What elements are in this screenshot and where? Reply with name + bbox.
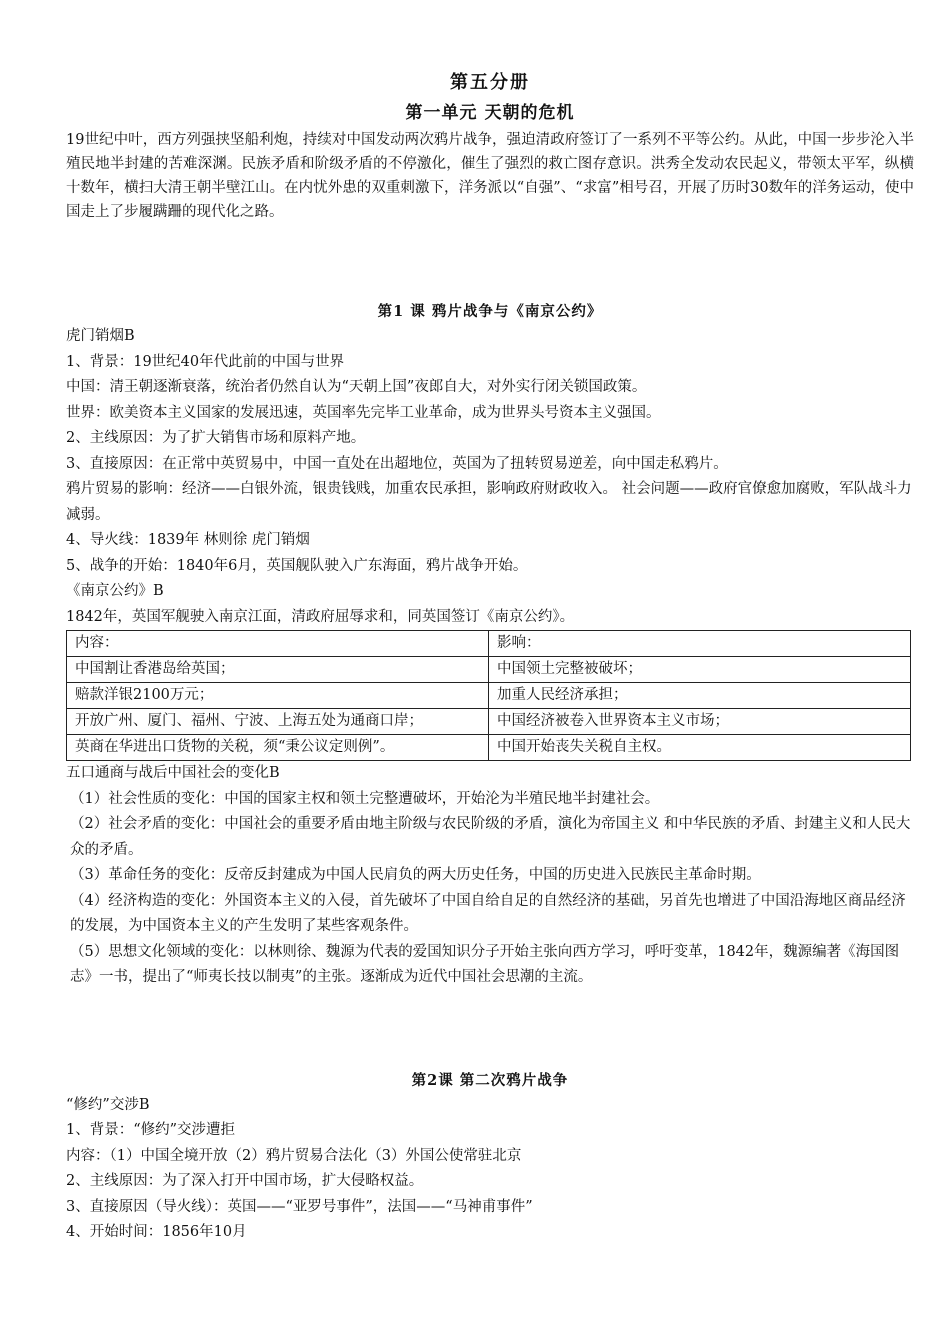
document-page xyxy=(66,68,914,1246)
text-line: 中国：清王朝逐渐衰落，统治者仍然自认为“天朝上国”夜郎自大，对外实行闭关锁国政策。 xyxy=(66,379,647,395)
table-cell: 中国割让香港岛给英国； xyxy=(67,657,489,683)
lesson-1-title: 第1 课 鸦片战争与《南京公约》 xyxy=(377,303,603,320)
text-paragraph: （2）社会矛盾的变化：中国社会的重要矛盾由地主阶级与农民阶级的矛盾，演化为帝国主义 和中华民族的矛盾、封建主义和人民大众的矛盾。 xyxy=(70,816,911,858)
table-row xyxy=(67,709,911,735)
treaty-table xyxy=(66,630,911,761)
spacer xyxy=(66,224,914,300)
table-cell: 中国领土完整被破坏； xyxy=(489,657,911,683)
lesson-2-body xyxy=(66,1093,914,1246)
text-line: 1842年，英国军舰驶入南京江面，清政府屈辱求和，同英国签订《南京公约》。 xyxy=(66,608,575,625)
lesson-1-changes xyxy=(66,761,914,991)
text-line: 1、背景：“修约”交涉遭拒 xyxy=(66,1122,236,1138)
spacer xyxy=(66,991,914,1069)
text-line: 1、背景：19世纪40年代此前的中国与世界 xyxy=(66,353,345,370)
table-header-impact: 影响： xyxy=(489,631,911,657)
text-line: 5、战争的开始：1840年6月，英国舰队驶入广东海面，鸦片战争开始。 xyxy=(66,557,528,574)
text-line: 2、主线原因：为了深入打开中国市场，扩大侵略权益。 xyxy=(66,1173,424,1189)
text-line: 3、直接原因：在正常中英贸易中，中国一直处在出超地位，英国为了扭转贸易逆差，向中国走私鸦片。 xyxy=(66,455,728,472)
section-heading: 虎门销烟B xyxy=(66,328,135,344)
section-heading: 五口通商与战后中国社会的变化B xyxy=(66,765,280,781)
lesson-1-body xyxy=(66,324,914,630)
table-cell: 中国开始丧失关税自主权。 xyxy=(489,735,911,761)
text-paragraph: 鸦片贸易的影响：经济——白银外流，银贵钱贱，加重农民承担，影响政府财政收入。 社会问题——政府官僚愈加腐败，军队战斗力减弱。 xyxy=(66,481,912,523)
book-title: 第五分册 xyxy=(450,72,530,93)
text-line: 内容：（1）中国全境开放（2）鸦片贸易合法化（3）外国公使常驻北京 xyxy=(66,1147,522,1164)
table-cell: 加重人民经济承担； xyxy=(489,683,911,709)
text-paragraph: （5）思想文化领域的变化：以林则徐、魏源为代表的爱国知识分子开始主张向西方学习，呼吁变革，1842年，魏源编著《海国图志》一书，提出了“师夷长技以制夷”的主张。逐渐成为近代中国社会思潮的主流。 xyxy=(70,943,900,985)
table-header-row xyxy=(67,631,911,657)
text-line: 世界：欧美资本主义国家的发展迅速，英国率先完毕工业革命，成为世界头号资本主义强国。 xyxy=(66,404,661,421)
unit-intro-paragraph: 19世纪中叶，西方列强挟坚船利炮，持续对中国发动两次鸦片战争，强迫清政府签订了一系列不平等公约。从此，中国一步步沦入半殖民地半封建的苦难深渊。民族矛盾和阶级矛盾的不停激化，催生了强烈的救亡图存意识。洪秀全发动农民起义，带领太平军，纵横十数年，横扫大清王朝半壁江山。在内忧外患的双重刺激下，洋务派以“自强”、“求富”相号召，开展了历时30数年的洋务运动，使中国走上了步履蹒跚的现代化之路。 xyxy=(66,132,914,220)
table-row xyxy=(67,683,911,709)
text-paragraph: （4）经济构造的变化：外国资本主义的入侵，首先破坏了中国自给自足的自然经济的基础，另首先也增进了中国沿海地区商品经济的发展，为中国资本主义的产生发明了某些客观条件。 xyxy=(70,892,906,934)
text-line: 3、直接原因（导火线）：英国——“亚罗号事件”，法国——“马神甫事件” xyxy=(66,1198,533,1215)
table-header-content: 内容： xyxy=(67,631,489,657)
table-cell: 中国经济被卷入世界资本主义市场； xyxy=(489,709,911,735)
text-line: （1）社会性质的变化：中国的国家主权和领土完整遭破坏，开始沦为半殖民地半封建社会。 xyxy=(70,790,660,807)
unit-title: 第一单元 天朝的危机 xyxy=(405,103,575,123)
text-line: 4、导火线：1839年 林则徐 虎门销烟 xyxy=(66,532,310,548)
section-heading: 《南京公约》B xyxy=(66,583,164,599)
table-row xyxy=(67,735,911,761)
text-line: （3）革命任务的变化：反帝反封建成为中国人民肩负的两大历史任务，中国的历史进入民族民主革命时期。 xyxy=(70,867,761,883)
table-cell: 开放广州、厦门、福州、宁波、上海五处为通商口岸； xyxy=(67,709,489,735)
table-cell: 赔款洋银2100万元； xyxy=(67,683,489,709)
lesson-2-title: 第2课 第二次鸦片战争 xyxy=(411,1071,569,1089)
text-line: 2、主线原因：为了扩大销售市场和原料产地。 xyxy=(66,430,366,446)
section-heading: “修约”交涉B xyxy=(66,1096,150,1113)
table-row xyxy=(67,657,911,683)
table-cell: 英商在华进出口货物的关税，须“秉公议定则例”。 xyxy=(67,735,489,761)
text-line: 4、开始时间：1856年10月 xyxy=(66,1224,247,1240)
